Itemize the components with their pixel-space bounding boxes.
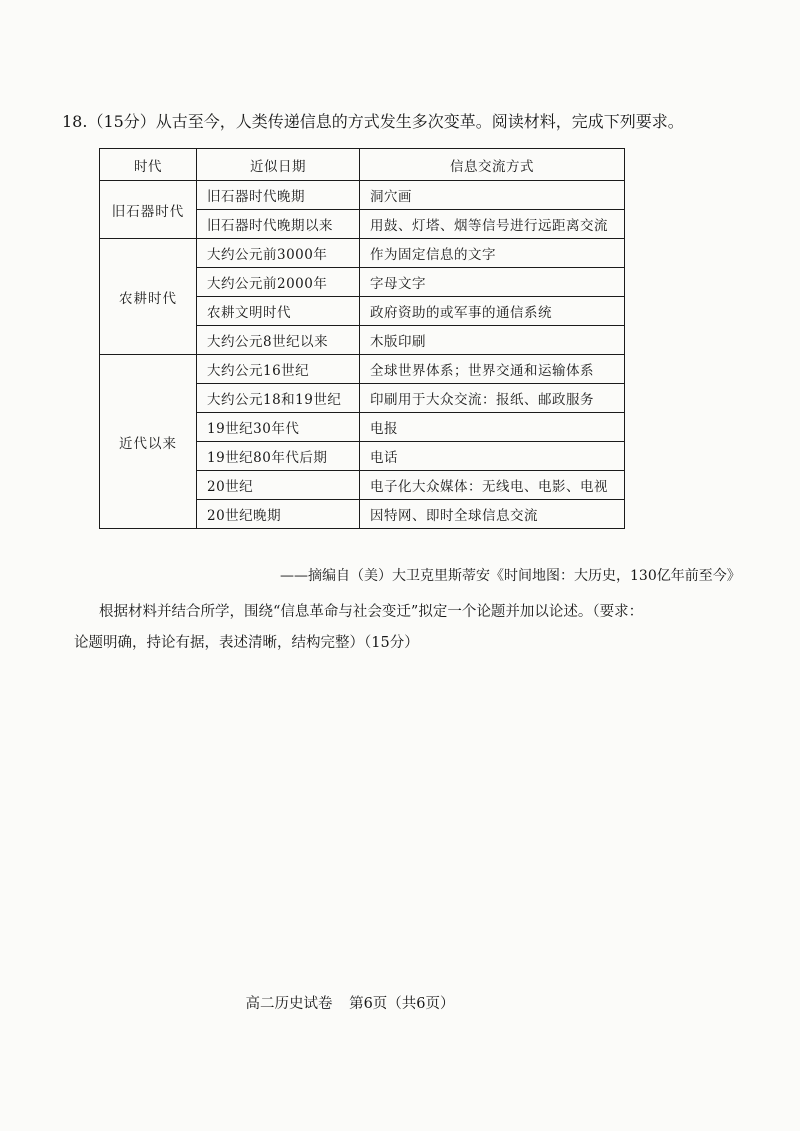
date-cell: 大约公元18和19世纪 — [197, 384, 360, 413]
material-source: ——摘编自（美）大卫克里斯蒂安《时间地图：大历史，130亿年前至今》 — [280, 568, 741, 584]
header-era: 时代 — [100, 149, 197, 181]
footer-page-number: 第6页（共6页） — [349, 996, 455, 1012]
date-cell: 大约公元前2000年 — [197, 268, 360, 297]
era-cell: 农耕时代 — [100, 239, 197, 355]
date-cell: 19世纪80年代后期 — [197, 442, 360, 471]
date-cell: 19世纪30年代 — [197, 413, 360, 442]
date-cell: 大约公元16世纪 — [197, 355, 360, 384]
date-cell: 农耕文明时代 — [197, 297, 360, 326]
mode-cell: 因特网、即时全球信息交流 — [360, 500, 625, 529]
header-date: 近似日期 — [197, 149, 360, 181]
mode-cell: 电话 — [360, 442, 625, 471]
table-row — [100, 239, 625, 268]
era-cell: 旧石器时代 — [100, 181, 197, 239]
question-requirement — [74, 597, 674, 659]
date-cell: 20世纪晚期 — [197, 500, 360, 529]
mode-cell: 洞穴画 — [360, 181, 625, 210]
requirement-line-2: 论题明确，持论有据，表述清晰，结构完整）（15分） — [74, 635, 419, 651]
date-cell: 旧石器时代晚期以来 — [197, 210, 360, 239]
table-row — [100, 355, 625, 384]
mode-cell: 电子化大众媒体：无线电、电影、电视 — [360, 471, 625, 500]
header-mode: 信息交流方式 — [360, 149, 625, 181]
question-title: 18.（15分）从古至今，人类传递信息的方式发生多次变革。阅读材料，完成下列要求。 — [62, 112, 684, 131]
era-cell: 近代以来 — [100, 355, 197, 529]
date-cell: 大约公元8世纪以来 — [197, 326, 360, 355]
requirement-line-1: 根据材料并结合所学，围绕“信息革命与社会变迁”拟定一个论题并加以论述。（要求： — [99, 604, 644, 620]
material-table — [99, 148, 625, 529]
table-row — [100, 181, 625, 210]
mode-cell: 木版印刷 — [360, 326, 625, 355]
table-header-row — [100, 149, 625, 181]
mode-cell: 字母文字 — [360, 268, 625, 297]
mode-cell: 作为固定信息的文字 — [360, 239, 625, 268]
mode-cell: 政府资助的或军事的通信系统 — [360, 297, 625, 326]
date-cell: 旧石器时代晚期 — [197, 181, 360, 210]
mode-cell: 电报 — [360, 413, 625, 442]
mode-cell: 用鼓、灯塔、烟等信号进行远距离交流 — [360, 210, 625, 239]
page-footer — [0, 994, 700, 1014]
mode-cell: 印刷用于大众交流：报纸、邮政服务 — [360, 384, 625, 413]
mode-cell: 全球世界体系；世界交通和运输体系 — [360, 355, 625, 384]
footer-label: 高二历史试卷 — [245, 996, 333, 1012]
date-cell: 大约公元前3000年 — [197, 239, 360, 268]
date-cell: 20世纪 — [197, 471, 360, 500]
